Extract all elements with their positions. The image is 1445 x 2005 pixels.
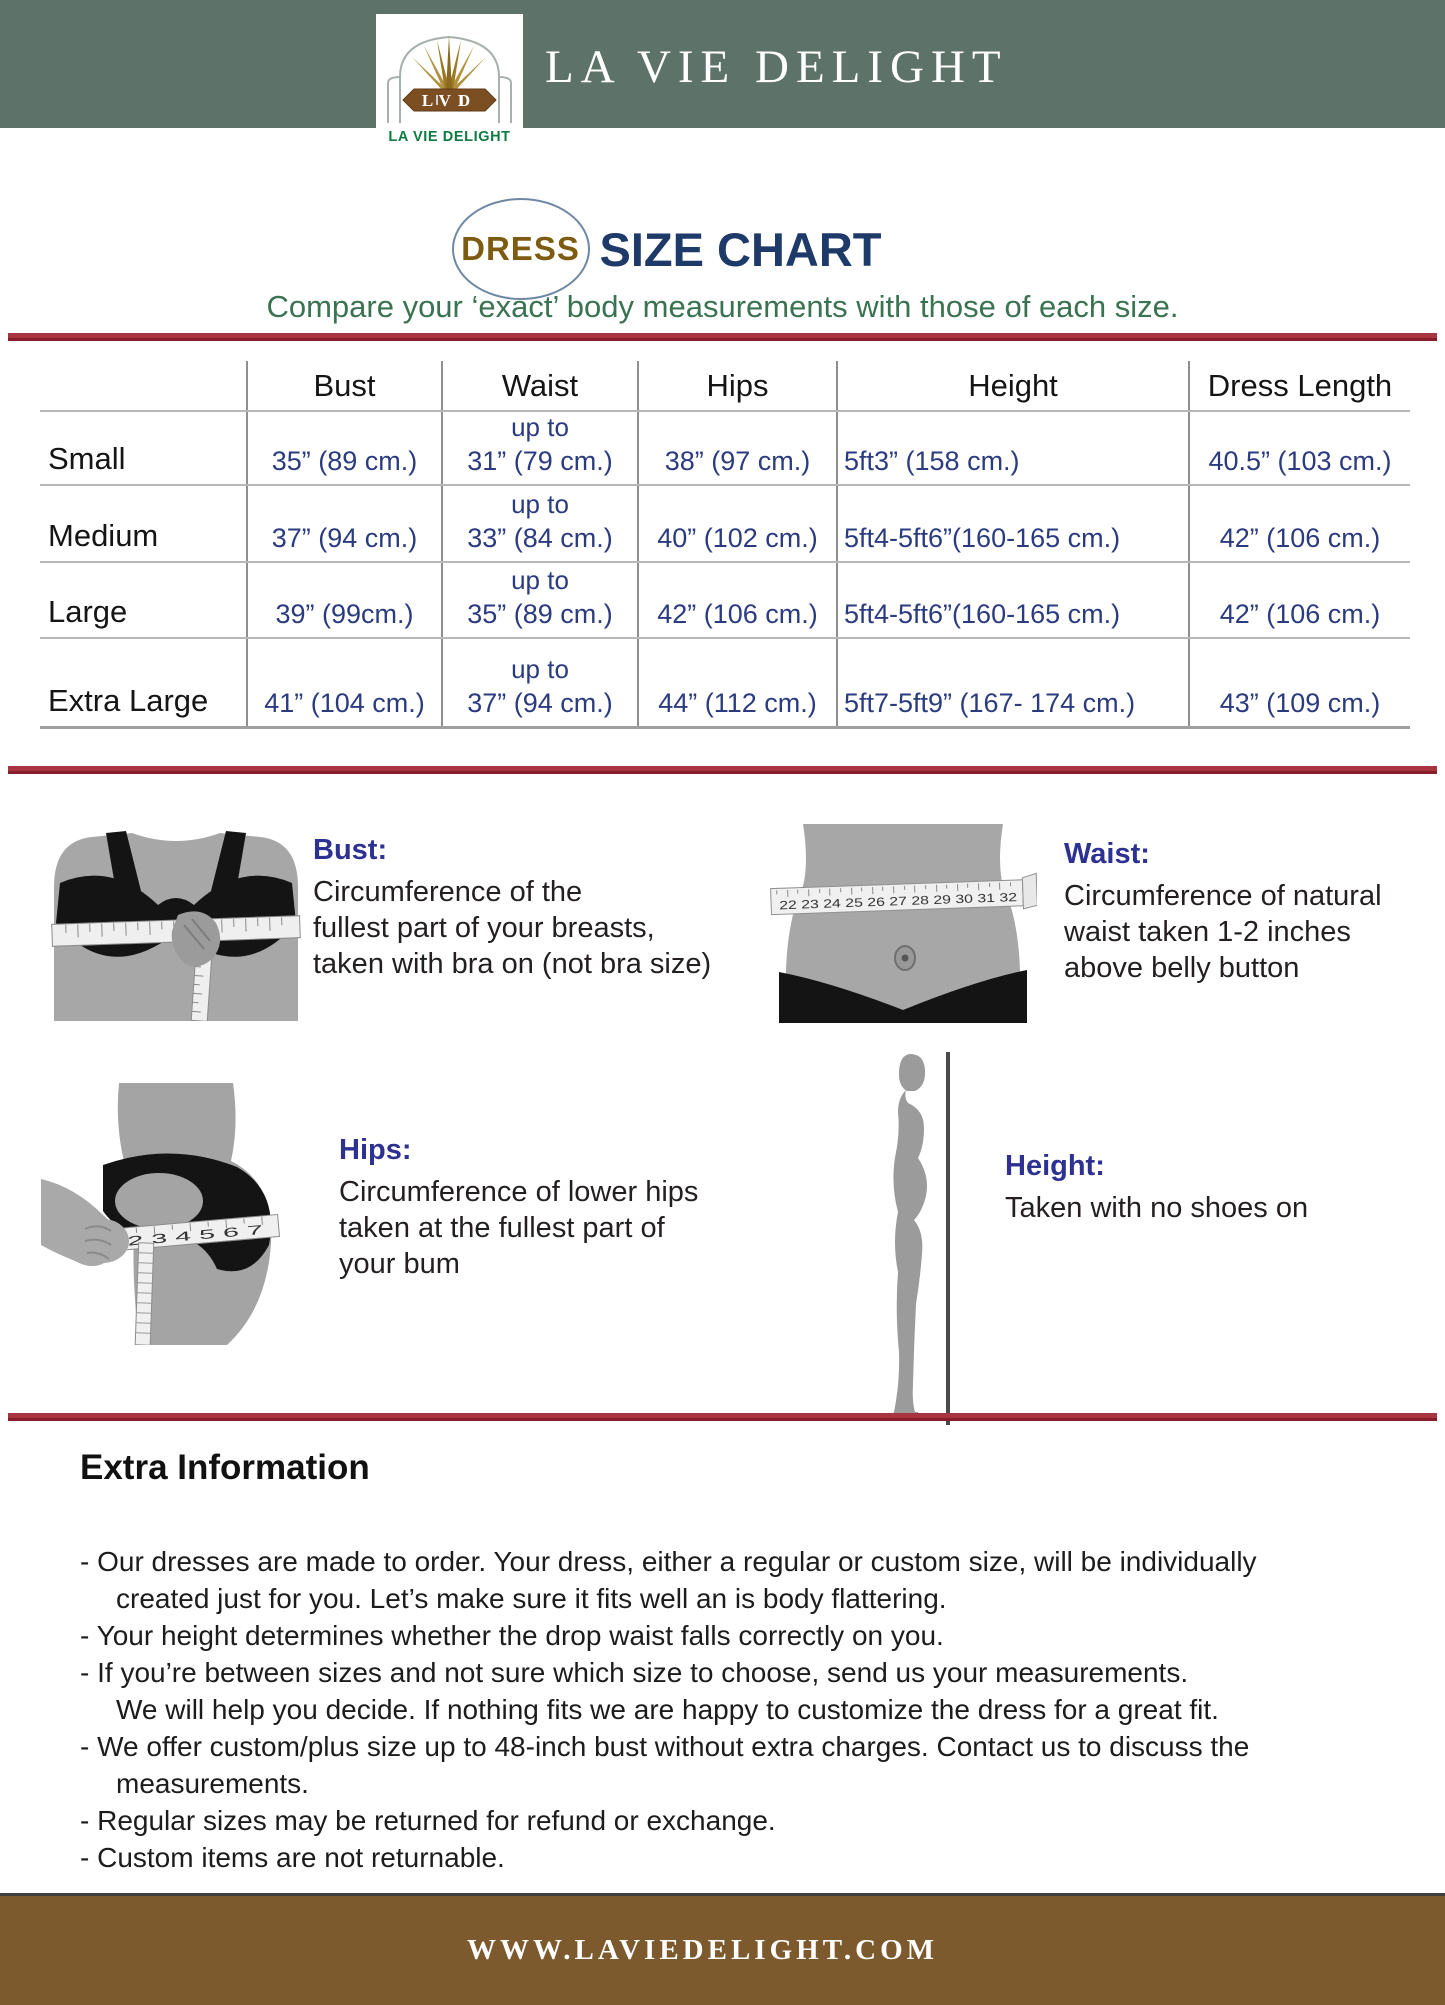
bust-guide-line: fullest part of your breasts, (313, 912, 655, 944)
waist-guide-line: Circumference of natural (1064, 880, 1382, 912)
dress-length-cell: 40.5” (103 cm.) (1189, 411, 1410, 485)
title-subtitle: Compare your ‘exact’ body measurements with those of each size. (266, 289, 1179, 324)
column-header-waist: Waist (442, 361, 638, 411)
hips-guide-label: Hips: (339, 1134, 412, 1166)
size-row-extra-large (40, 638, 1410, 727)
column-header-bust: Bust (247, 361, 442, 411)
extra-info-line: - If you’re between sizes and not sure which size to choose, send us your measurements. (80, 1657, 1189, 1688)
header-bar (0, 0, 1445, 128)
size-chart-title: SIZE CHART (599, 222, 882, 276)
column-header-hips: Hips (638, 361, 837, 411)
hips-cell: 38” (97 cm.) (638, 411, 837, 485)
logo-name: LA VIE DELIGHT (388, 129, 511, 145)
size-label: Extra Large (40, 638, 247, 727)
footer-bar (0, 1896, 1445, 2005)
hips-cell: 44” (112 cm.) (638, 638, 837, 727)
height-cell: 5ft7-5ft9” (167- 174 cm.) (837, 638, 1189, 727)
bust-cell: 39” (99cm.) (247, 562, 442, 638)
extra-info-line: created just for you. Let’s make sure it fits well an is body flattering. (116, 1583, 947, 1614)
waist-cell (442, 638, 638, 727)
height-cell: 5ft3” (158 cm.) (837, 411, 1189, 485)
height-guide-label: Height: (1005, 1150, 1105, 1182)
height-guide (1005, 1150, 1308, 1226)
extra-information-list (80, 1543, 1430, 1876)
website-url: WWW.LAVIEDELIGHT.COM (466, 1934, 939, 1966)
size-label: Large (40, 562, 247, 638)
hips-guide-line: your bum (339, 1248, 460, 1280)
height-guide-line: Taken with no shoes on (1005, 1192, 1309, 1224)
hips-guide-line: taken at the fullest part of (339, 1212, 665, 1244)
bust-cell: 41” (104 cm.) (247, 638, 442, 727)
column-header-height: Height (837, 361, 1189, 411)
height-cell: 5ft4-5ft6”(160-165 cm.) (837, 485, 1189, 562)
hips-guide (339, 1134, 698, 1282)
extra-info-line: measurements. (116, 1768, 309, 1799)
extra-info-line: We will help you decide. If nothing fits we are happy to customize the dress for a great fit. (116, 1694, 1219, 1725)
dress-length-cell: 42” (106 cm.) (1189, 485, 1410, 562)
hips-cell: 40” (102 cm.) (638, 485, 837, 562)
logo-monogram: LVD (421, 91, 478, 110)
bust-cell: 37” (94 cm.) (247, 485, 442, 562)
waist-value: 35” (89 cm.) (467, 599, 613, 629)
bust-measurement-illustration (46, 823, 306, 1021)
height-cell: 5ft4-5ft6”(160-165 cm.) (837, 562, 1189, 638)
waist-measurement-illustration (769, 820, 1037, 1023)
brand-wordmark: LA VIE DELIGHT (545, 41, 1008, 93)
waist-prefix: up to (511, 565, 569, 595)
extra-info-line: - Your height determines whether the drop waist falls correctly on you. (80, 1620, 944, 1651)
waist-value: 37” (94 cm.) (467, 687, 613, 718)
bust-guide-line: Circumference of the (313, 876, 583, 908)
dress-length-cell: 43” (109 cm.) (1189, 638, 1410, 727)
extra-info-line: - Our dresses are made to order. Your dress, either a regular or custom size, will be individually (80, 1546, 1257, 1577)
bust-cell: 35” (89 cm.) (247, 411, 442, 485)
bust-guide-line: taken with bra on (not bra size) (313, 948, 712, 980)
waist-value: 33” (84 cm.) (467, 523, 613, 553)
waist-tape-numbers: 22 23 24 25 26 27 28 29 30 31 32 (778, 892, 960, 913)
waist-guide (1064, 838, 1382, 986)
hips-measurement-illustration (41, 1083, 316, 1345)
size-label: Medium (40, 485, 247, 562)
brand-logo (376, 14, 523, 152)
waist-prefix: up to (511, 653, 569, 684)
red-divider-middle (8, 766, 1437, 774)
size-row-small (40, 411, 1410, 485)
hips-cell: 42” (106 cm.) (638, 562, 837, 638)
column-header-dress-length: Dress Length (1189, 361, 1410, 411)
size-label: Small (40, 411, 247, 485)
waist-guide-line: above belly button (1064, 952, 1300, 984)
waist-prefix: up to (511, 412, 569, 442)
red-divider-bottom (8, 1413, 1437, 1421)
hips-guide-line: Circumference of lower hips (339, 1176, 699, 1208)
page-title (0, 198, 1389, 300)
waist-cell (442, 562, 638, 638)
size-chart-table (40, 361, 1410, 729)
extra-info-line: - We offer custom/plus size up to 48-inch bust without extra charges. Contact us to discuss the (80, 1731, 1250, 1762)
dress-badge-text: DRESS (461, 230, 580, 267)
size-row-medium (40, 485, 1410, 562)
table-header-row (40, 361, 1410, 411)
hips-tape-numbers: 1 2 3 4 5 6 7 (102, 1229, 177, 1251)
size-row-large (40, 562, 1410, 638)
bust-guide (313, 834, 711, 982)
waist-cell (442, 485, 638, 562)
dress-badge-ellipse (452, 198, 590, 300)
red-divider-top (8, 333, 1437, 341)
height-measurement-illustration (880, 1052, 955, 1425)
bust-guide-label: Bust: (313, 834, 388, 866)
extra-info-line: - Regular sizes may be returned for refund or exchange. (80, 1805, 776, 1836)
waist-cell (442, 411, 638, 485)
waist-value: 31” (79 cm.) (467, 446, 613, 476)
logo-fan-emblem-icon (376, 19, 523, 125)
extra-info-line: - Custom items are not returnable. (80, 1842, 505, 1873)
dress-length-cell: 42” (106 cm.) (1189, 562, 1410, 638)
waist-guide-label: Waist: (1064, 838, 1150, 870)
column-header-blank (40, 361, 247, 411)
waist-prefix: up to (511, 489, 569, 519)
extra-information-heading: Extra Information (80, 1448, 370, 1487)
waist-guide-line: waist taken 1-2 inches (1064, 916, 1351, 948)
